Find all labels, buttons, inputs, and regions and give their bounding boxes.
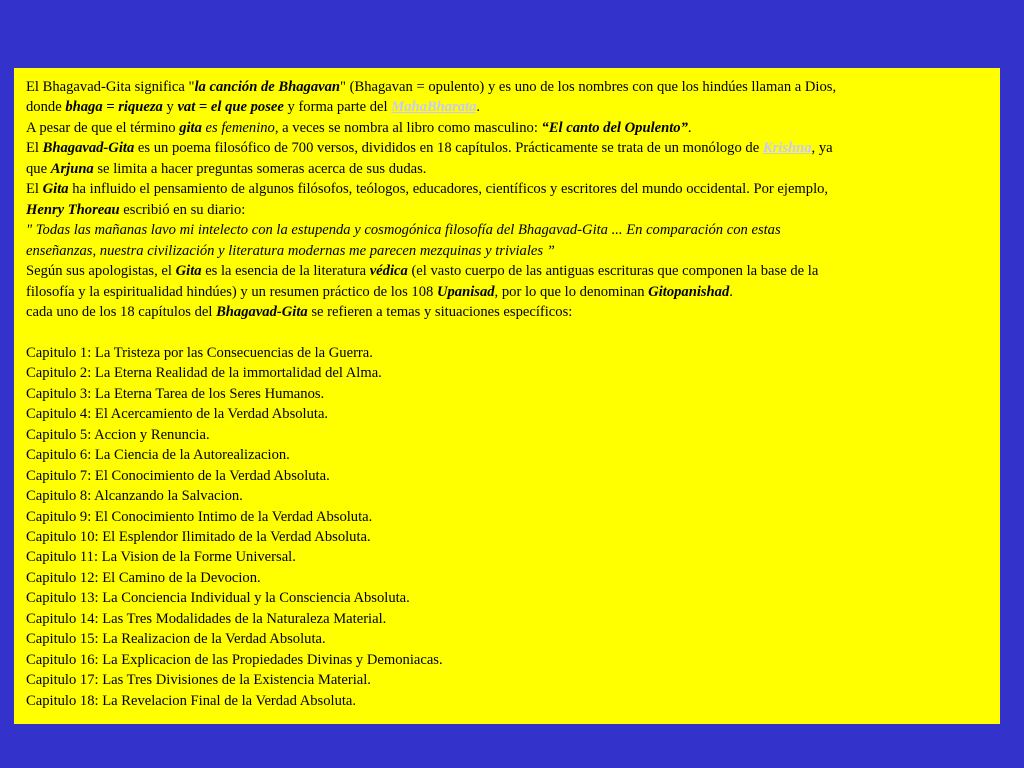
chapter-item: Capitulo 8: Alcanzando la Salvacion. — [26, 488, 243, 505]
quote-line: enseñanzas, nuestra civilización y literatura modernas me parecen mezquinas y triviales ” — [26, 242, 555, 259]
chapter-item: Capitulo 6: La Ciencia de la Autorealizacion. — [26, 447, 290, 464]
text-line: que Arjuna se limita a hacer preguntas someras acerca de sus dudas. — [26, 160, 427, 177]
chapter-item: Capitulo 11: La Vision de la Forme Universal. — [26, 549, 296, 566]
chapter-item: Capitulo 4: El Acercamiento de la Verdad Absoluta. — [26, 406, 329, 423]
chapter-item: Capitulo 7: El Conocimiento de la Verdad Absoluta. — [26, 467, 330, 484]
text-line: filosofía y la espiritualidad hindúes) y un resumen práctico de los 108 Upanisad, por lo que lo denominan Gitopanishad. — [26, 283, 733, 300]
chapter-item: Capitulo 15: La Realizacion de la Verdad Absoluta. — [26, 631, 326, 648]
chapter-item: Capitulo 16: La Explicacion de las Propiedades Divinas y Demoniacas. — [26, 651, 443, 668]
quote-line: " Todas las mañanas lavo mi intelecto con la estupenda y cosmogónica filosofía del Bhagavad-Gita ... En comparación con estas — [26, 222, 781, 239]
spacer — [26, 322, 988, 342]
chapter-item: Capitulo 18: La Revelacion Final de la Verdad Absoluta. — [26, 692, 357, 709]
text-line: Según sus apologistas, el Gita es la esencia de la literatura védica (el vasto cuerpo de las antiguas escrituras que componen la base de la — [26, 263, 819, 280]
mahabharata-link[interactable]: MahaBharata — [391, 99, 477, 116]
text-line: El Gita ha influido el pensamiento de algunos filósofos, teólogos, educadores, científicos y escritores del mundo occidental. Por ejemplo, — [26, 181, 829, 198]
chapter-item: Capitulo 5: Accion y Renuncia. — [26, 426, 210, 443]
text-line: Henry Thoreau escribió en su diario: — [26, 201, 246, 218]
text-box — [14, 68, 1000, 724]
text-line: cada uno de los 18 capítulos del Bhagavad-Gita se refieren a temas y situaciones específicos: — [26, 303, 573, 320]
text-line: El Bhagavad-Gita es un poema filosófico de 700 versos, divididos en 18 capítulos. Prácticamente se trata de un monólogo de Krishna, ya — [26, 140, 833, 157]
chapter-item: Capitulo 12: El Camino de la Devocion. — [26, 569, 261, 586]
chapter-item: Capitulo 2: La Eterna Realidad de la immortalidad del Alma. — [26, 365, 382, 382]
chapter-item: Capitulo 14: Las Tres Modalidades de la Naturaleza Material. — [26, 610, 387, 627]
chapter-item: Capitulo 1: La Tristeza por las Consecuencias de la Guerra. — [26, 344, 373, 361]
chapter-item: Capitulo 9: El Conocimiento Intimo de la Verdad Absoluta. — [26, 508, 373, 525]
chapter-item: Capitulo 17: Las Tres Divisiones de la Existencia Material. — [26, 672, 371, 689]
chapter-item: Capitulo 3: La Eterna Tarea de los Seres Humanos. — [26, 385, 325, 402]
text-line: El Bhagavad-Gita significa "la canción de Bhagavan" (Bhagavan = opulento) y es uno de los nombres con que los hindúes llaman a Dios, — [26, 79, 837, 95]
text-line: donde bhaga = riqueza y vat = el que posee y forma parte del MahaBharata. — [26, 99, 481, 116]
chapter-item: Capitulo 10: El Esplendor Ilimitado de la Verdad Absoluta. — [26, 528, 371, 545]
text-line: A pesar de que el término gita es femenino, a veces se nombra al libro como masculino: “El canto del Opulento”. — [26, 119, 692, 136]
chapter-item: Capitulo 13: La Conciencia Individual y la Consciencia Absoluta. — [26, 590, 410, 607]
krishna-link[interactable]: Krishna — [762, 140, 812, 157]
